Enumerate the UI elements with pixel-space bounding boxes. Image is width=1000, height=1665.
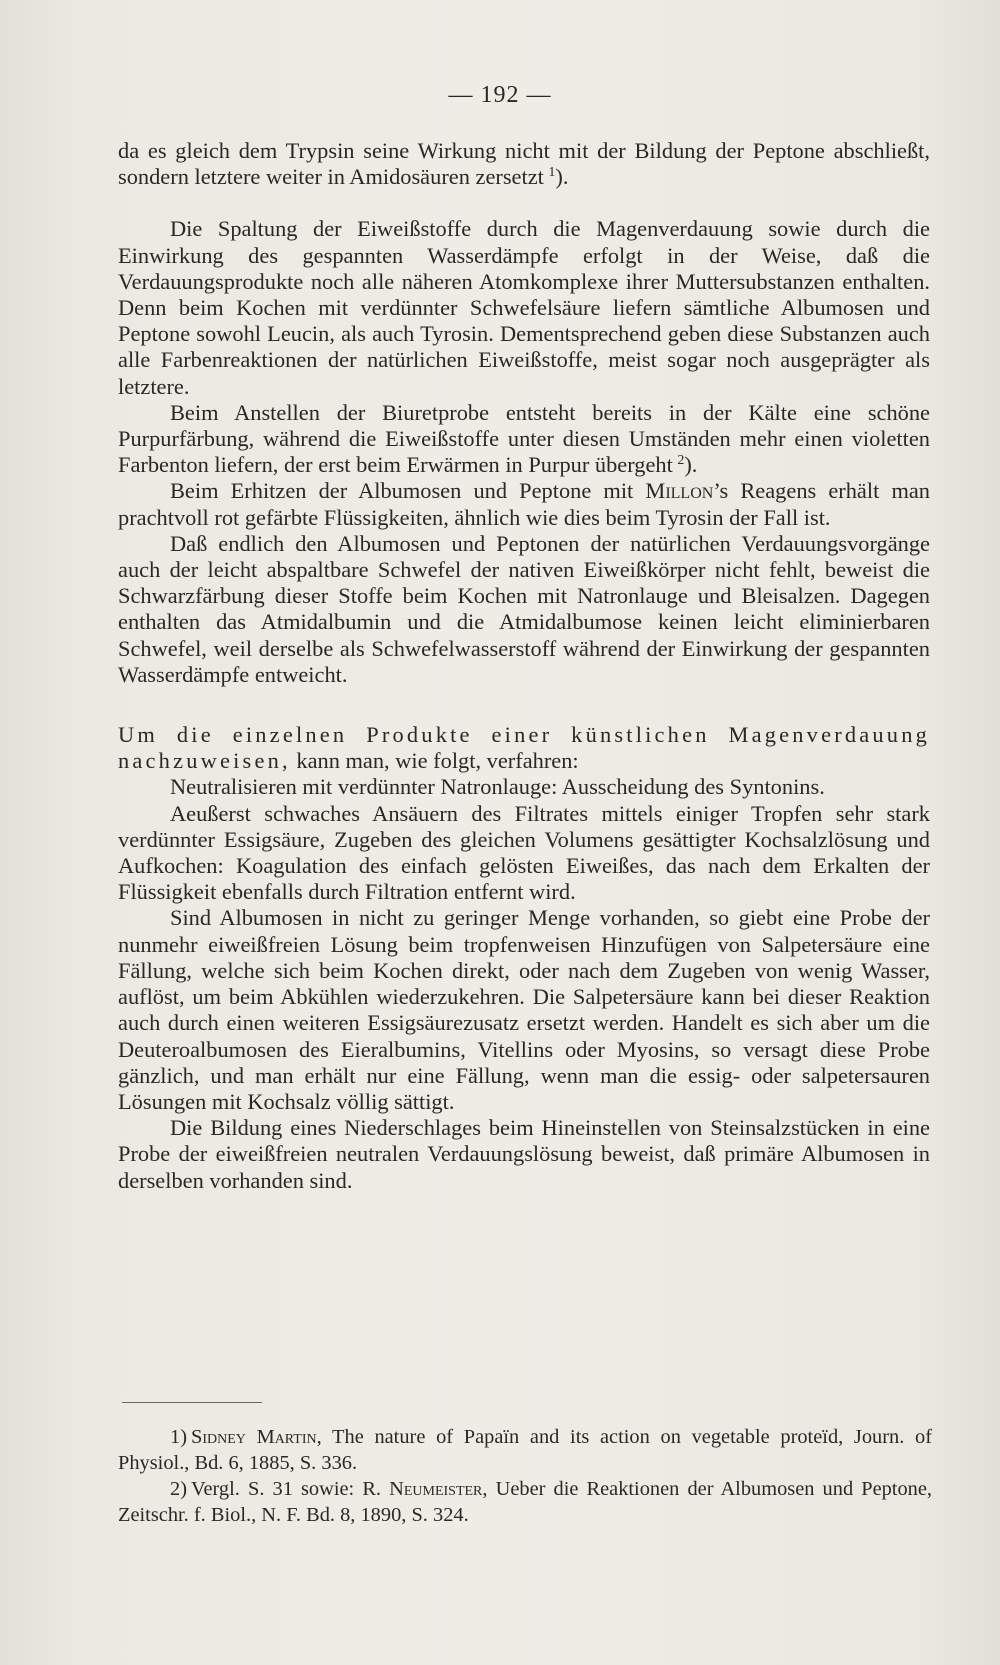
paragraph-6	[118, 722, 930, 774]
body-text	[118, 138, 930, 1194]
page-number: — 192 —	[448, 82, 552, 108]
paragraph-10: Die Bildung eines Niederschlages beim Hineinstellen von Steinsalzstücken in eine Probe der eiweißfreien neutralen Verdauungslösung beweist, daß primäre Albumosen in derselben vorhanden sind.	[118, 1115, 930, 1193]
footnote-1	[118, 1424, 932, 1476]
author-name-millon: Millon	[645, 478, 714, 504]
section-gap	[118, 688, 930, 722]
footnote-divider	[122, 1402, 262, 1403]
paragraph-5: Daß endlich den Albumosen und Peptonen der natürlichen Verdauungsvorgänge auch der leicht abspaltbare Schwefel der nativen Eiweißkörper nicht fehlt, beweist die Schwarzfärbung dieser Stoffe beim Kochen mit Natronlauge und Bleisalzen. Dagegen enthalten das Atmidalbumin und die Atmidalbumose keinen leicht eliminierbaren Schwefel, weil derselbe als Schwefelwasserstoff während der Einwirkung der gespannten Wasserdämpfe entweicht.	[118, 530, 930, 687]
paragraph-9: Sind Albumosen in nicht zu geringer Menge vorhanden, so giebt eine Probe der nunmehr eiweißfreien Lösung beim tropfenweisen Hinzufügen von Salpetersäure eine Fällung, welche sich beim Kochen direkt, oder nach dem Zugeben von wenig Wasser, auflöst, um beim Abkühlen wiederzukehren. Die Salpetersäure kann bei dieser Reaktion auch durch einen weiteren Essigsäurezusatz ersetzt werden. Handelt es sich aber um die Deuteroalbumosen des Eieralbumins, Vitellins oder Myosins, so versagt diese Probe gänzlich, und man erhält nur eine Fällung, wenn man die essig- oder salpetersauren Lösungen mit Kochsalz völlig sättigt.	[118, 905, 930, 1114]
emphasis-spaced-text: Um die einzelnen Produkte einer künstlichen Magenverdauung nachzuweisen,	[118, 722, 930, 774]
paragraph-1-text: da es gleich dem Trypsin seine Wirkung nicht mit der Bildung der Peptone abschließt, sondern letztere weiter in Amidosäuren zersetzt	[118, 138, 930, 190]
footnote-2	[118, 1476, 932, 1528]
paragraph-3-text: Beim Anstellen der Biuretprobe entsteht bereits in der Kälte eine schöne Purpurfärbung, während die Eiweißstoffe unter diesen Umständen mehr einen violetten Farbenton liefern, der erst beim Erwärmen in Purpur übergeht	[118, 399, 930, 478]
footnotes	[118, 1424, 932, 1528]
footnote-2-author: R. Neumeister	[362, 1478, 483, 1500]
paragraph-gap	[118, 190, 930, 216]
paragraph-4-text-a: Beim Erhitzen der Albumosen und Peptone mit	[170, 478, 646, 504]
footnote-2-marker: 2)	[170, 1478, 187, 1500]
footnote-2-text: , Ueber die Reaktionen der Albumosen und Peptone, Zeitschr. f. Biol., N. F. Bd. 8, 1890, S. 324.	[118, 1478, 933, 1526]
paragraph-7: Neutralisieren mit verdünnter Natronlauge: Ausscheidung des Syntonins.	[170, 774, 825, 800]
footnote-1-author: Sidney Martin	[191, 1426, 317, 1448]
paragraph-8: Aeußerst schwaches Ansäuern des Filtrates mittels einiger Tropfen sehr stark verdünnter Essigsäure, Zugeben des gleichen Volumens gesättigter Kochsalzlösung und Aufkochen: Koagulation des einfach gelösten Eiweißes, das nach dem Erkalten der Flüssigkeit ebenfalls durch Filtration entfernt wird.	[118, 800, 930, 905]
paragraph-6-rest: kann man, wie folgt, verfahren:	[290, 748, 579, 774]
footnote-ref-2[interactable]: 2	[677, 453, 685, 469]
paragraph-4-text-b: ’s Reagens erhält man prachtvoll rot gefärbte Flüssigkeiten, ähnlich wie dies beim Tyrosin der Fall ist.	[118, 478, 930, 530]
footnote-1-text: , The nature of Papaïn and its action on vegetable proteïd, Journ. of Physiol., Bd. 6, 1885, S. 336.	[118, 1426, 932, 1474]
footnote-2-pre: Vergl. S. 31 sowie:	[191, 1478, 363, 1500]
footnote-1-marker: 1)	[170, 1426, 187, 1448]
paragraph-1	[118, 138, 930, 190]
paragraph-3	[118, 400, 930, 479]
paragraph-4	[118, 478, 930, 530]
footnote-ref-1[interactable]: 1	[548, 165, 556, 181]
paragraph-1-end: ).	[555, 164, 569, 190]
paragraph-2: Die Spaltung der Eiweißstoffe durch die Magenverdauung sowie durch die Einwirkung des gespannten Wasserdämpfe erfolgt in der Weise, daß die Verdauungsprodukte noch alle näheren Atomkomplexe ihrer Muttersubstanzen enthalten. Denn beim Kochen mit verdünnter Schwefelsäure liefern sämtliche Albumosen und Peptone sowohl Leucin, als auch Tyrosin. Dementsprechend geben diese Substanzen auch alle Farbenreaktionen der natürlichen Eiweißstoffe, meist sogar noch ausgeprägter als letztere.	[118, 216, 930, 399]
paragraph-3-end: ).	[684, 452, 698, 478]
